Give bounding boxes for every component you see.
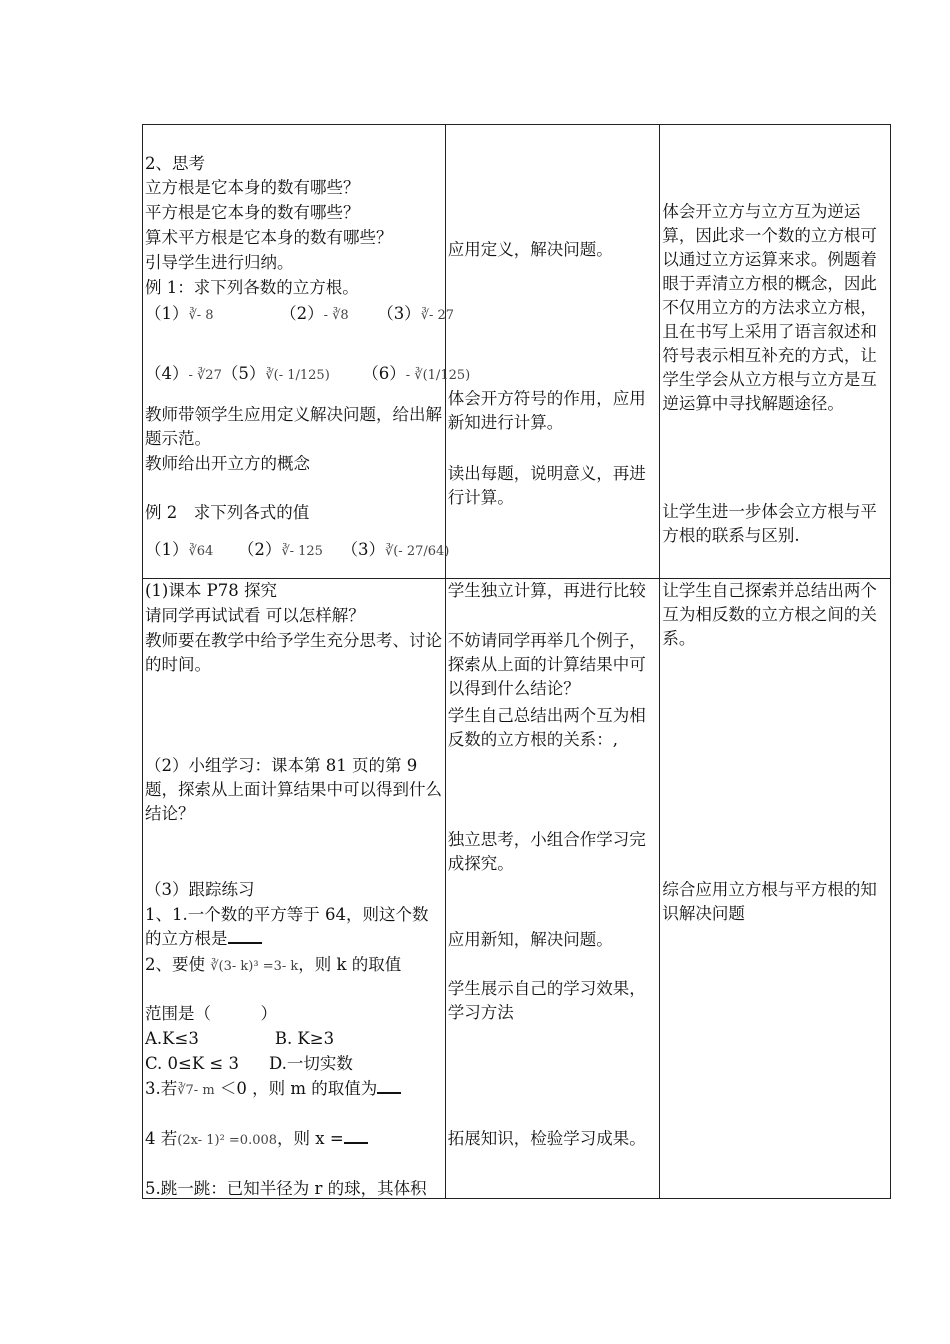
expr-3: ∛- 27 — [420, 308, 455, 323]
example-1-title: 例 1：求下列各数的立方根。 — [145, 278, 359, 297]
practice-5: 5.跳一跳：已知半径为 r 的球，其体积 — [145, 1179, 427, 1198]
table-row — [143, 125, 891, 579]
example-1-row-b: （4）- ∛27（5）∛(- 1/125) （6）- ∛(1/125) — [145, 364, 471, 383]
heading-think: 2、思考 — [145, 154, 205, 173]
practice-2-options-ab: A.K≤3 B. K≥3 — [145, 1029, 335, 1048]
explore-try: 请同学再试试看 可以怎样解？ — [145, 606, 365, 625]
activity-read-explain: 读出每题，说明意义，再进行计算。 — [447, 464, 646, 507]
activity-cooperate: 独立思考，小组合作学习完成探究。 — [447, 830, 646, 873]
explore-teacher: 教师要在教学中给予学生充分思考、讨论的时间。 — [145, 631, 442, 674]
activity-apply-definition: 应用定义，解决问题。 — [447, 240, 613, 259]
row1-col3 — [660, 125, 891, 579]
lesson-plan-table — [142, 124, 891, 1199]
expr-8: ∛- 125 — [281, 544, 323, 559]
answer-blank — [377, 1078, 401, 1094]
guide-text: 引导学生进行归纳。 — [145, 253, 294, 272]
expr-11: ∛7- m — [177, 1083, 215, 1098]
question-1: 立方根是它本身的数有哪些？ — [145, 178, 360, 197]
question-2: 平方根是它本身的数有哪些？ — [145, 203, 360, 222]
answer-blank — [344, 1128, 368, 1144]
expr-10: ∛(3- k)³ =3- k — [210, 959, 299, 974]
activity-apply: 应用新知，解决问题。 — [447, 930, 613, 949]
intent-relation: 让学生进一步体会立方根与平方根的联系与区别. — [662, 502, 877, 545]
example-2-row: （1）∛64 （2）∛- 125 （3）∛(- 27/64) — [145, 540, 450, 559]
expr-9: ∛(- 27/64) — [384, 544, 450, 559]
expr-12: (2x- 1)² =0.008 — [177, 1133, 278, 1148]
example-1-row-a: （1）∛- 8 （2）- ∛8 （3）∛- 27 — [145, 304, 455, 323]
intent-explore: 让学生自己探索并总结出两个互为相反数的立方根之间的关系。 — [662, 581, 877, 648]
expr-6: - ∛(1/125) — [405, 368, 471, 383]
activity-extend: 拓展知识，检验学习成果。 — [447, 1129, 646, 1148]
teacher-concept-text: 教师给出开立方的概念 — [145, 454, 310, 473]
expr-1: ∛- 8 — [188, 308, 214, 323]
explore-title: (1)课本 P78 探究 — [145, 581, 277, 600]
question-3: 算术平方根是它本身的数有哪些？ — [145, 228, 393, 247]
row1-col1 — [143, 125, 471, 579]
practice-2-options-cd: C. 0≤K ≤ 3 D.一切实数 — [145, 1054, 353, 1073]
practice-1: 1、1.一个数的平方等于 64，则这个数的立方根是 — [145, 905, 429, 948]
activity-compute: 学生独立计算，再进行比较 — [447, 581, 646, 600]
practice-2-range: 范围是（ ） — [145, 1004, 277, 1023]
intent-inverse-operation: 体会开立方与立方互为逆运算，因此求一个数的立方根可以通过立方运算来求。例题着眼于弄清立方根的概念，因此不仅用立方的方法求立方根，且在书写上采用了语言叙述和符号表示相互补充的方式，让学生学会从立方根与立方是互逆运算中寻找解题途径。 — [662, 202, 877, 413]
row2-col3 — [660, 579, 891, 1199]
practice-title: （3）跟踪练习 — [145, 880, 255, 899]
answer-blank — [228, 928, 262, 944]
expr-2: - ∛8 — [323, 308, 349, 323]
practice-4: 4 若(2x- 1)² =0.008，则 x = — [145, 1127, 443, 1153]
activity-show: 学生展示自己的学习效果，学习方法 — [447, 979, 646, 1022]
table-row — [143, 579, 891, 1199]
row2-col2 — [445, 579, 660, 1199]
expr-4: - ∛27 — [188, 368, 222, 383]
teacher-demo-text: 教师带领学生应用定义解决问题，给出解题示范。 — [145, 405, 442, 448]
activity-examples: 不妨请同学再举几个例子，探索从上面的计算结果中可以得到什么结论？ — [447, 631, 646, 698]
activity-root-symbol: 体会开方符号的作用，应用新知进行计算。 — [447, 389, 646, 432]
example-2-title: 例 2 求下列各式的值 — [145, 503, 310, 522]
practice-3: 3.若∛7- m ＜0 ，则 m 的取值为 — [145, 1077, 443, 1103]
expr-7: ∛64 — [188, 544, 214, 559]
intent-apply: 综合应用立方根与平方根的知识解决问题 — [662, 880, 877, 923]
group-study: （2）小组学习：课本第 81 页的第 9 题，探索从上面计算结果中可以得到什么结论？ — [145, 756, 442, 823]
activity-summary: 学生自己总结出两个互为相反数的立方根的关系：, — [447, 706, 646, 749]
row1-col2 — [445, 125, 660, 579]
expr-5: ∛(- 1/125) — [265, 368, 330, 383]
row2-col1 — [143, 579, 446, 1199]
practice-2: 2、要使 ∛(3- k)³ =3- k，则 k 的取值 — [145, 955, 402, 974]
